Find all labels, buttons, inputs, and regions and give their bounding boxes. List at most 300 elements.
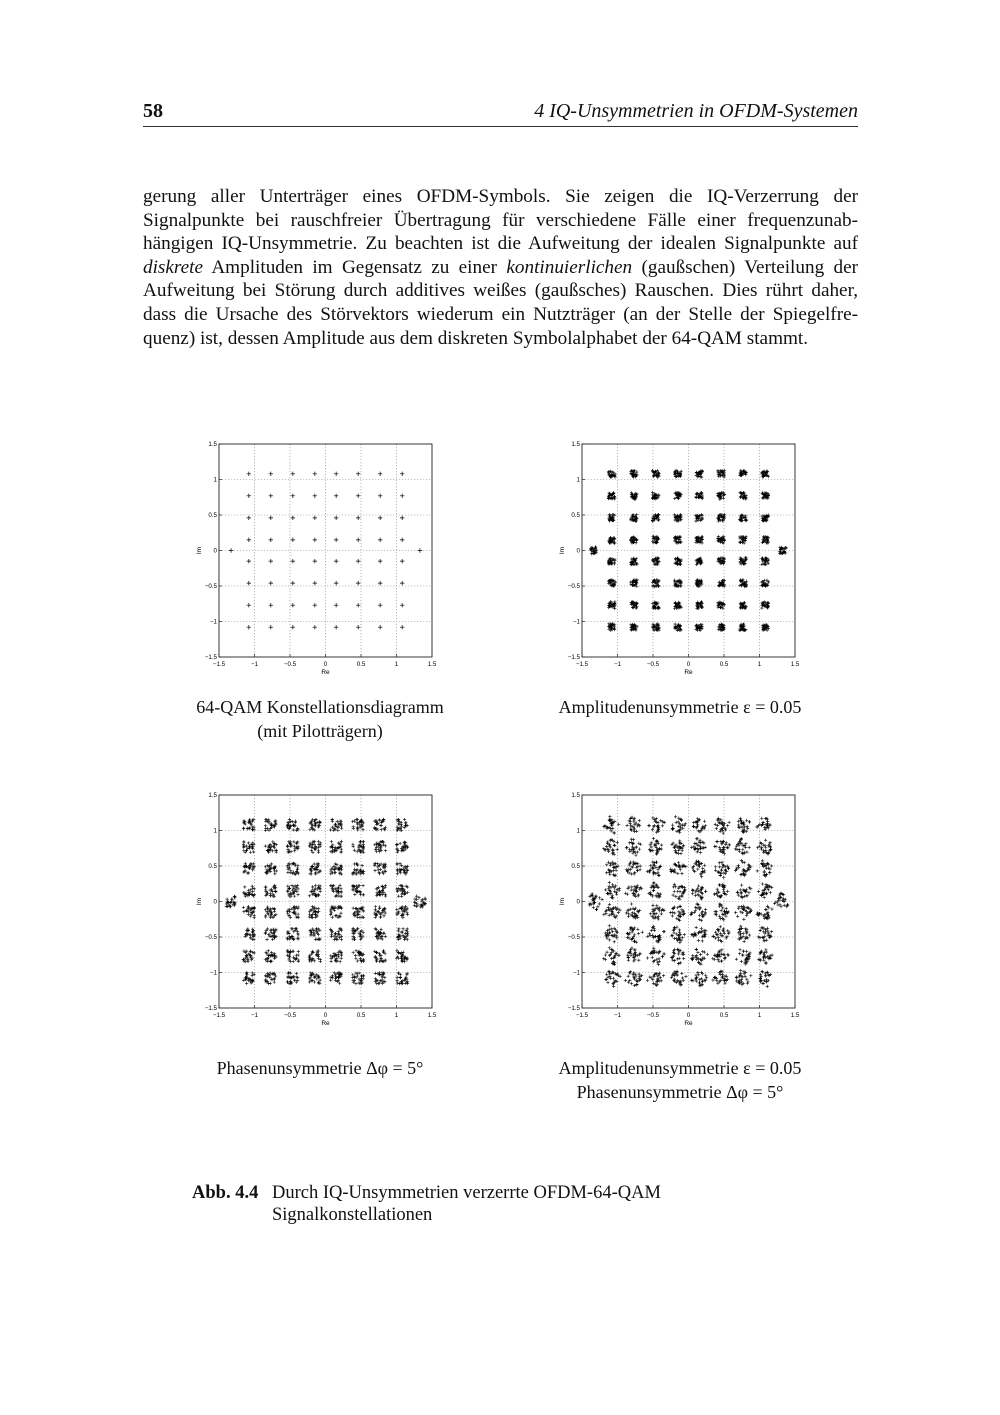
- constellation-point: [678, 831, 681, 834]
- constellation-point: [296, 893, 299, 896]
- constellation-point: [384, 895, 387, 898]
- constellation-point: [695, 863, 698, 866]
- x-tick-label: 0: [686, 1012, 691, 1019]
- constellation-point: [242, 827, 245, 830]
- constellation-point: [719, 917, 722, 920]
- constellation-point: [293, 978, 296, 981]
- constellation-point: [332, 829, 335, 832]
- constellation-point: [723, 910, 726, 913]
- constellation-point: [605, 934, 608, 937]
- constellation-point: [334, 603, 338, 607]
- constellation-point: [249, 914, 252, 917]
- constellation-point: [660, 847, 663, 850]
- constellation-point: [400, 625, 404, 629]
- constellation-point: [351, 843, 354, 846]
- constellation-point: [611, 883, 614, 886]
- constellation-point: [661, 824, 664, 827]
- constellation-point: [604, 958, 607, 961]
- constellation-point: [612, 985, 615, 988]
- constellation-point: [691, 888, 694, 891]
- y-axis-label: Im: [196, 546, 203, 555]
- constellation-point: [242, 906, 245, 909]
- constellation-point: [378, 516, 382, 520]
- constellation-point: [604, 953, 607, 956]
- constellation-point: [651, 956, 654, 959]
- constellation-point: [315, 868, 318, 871]
- constellation-point: [637, 932, 640, 935]
- x-axis-label: Re: [321, 1020, 330, 1027]
- constellation-point: [308, 828, 311, 831]
- constellation-point: [356, 494, 360, 498]
- constellation-point: [313, 625, 317, 629]
- constellation-point: [646, 935, 649, 938]
- page-number: 58: [143, 100, 163, 122]
- constellation-point: [740, 960, 743, 963]
- x-tick-label: −0.5: [646, 661, 660, 668]
- constellation-point: [264, 980, 267, 983]
- constellation-point: [747, 953, 750, 956]
- constellation-point: [697, 939, 700, 942]
- constellation-point: [293, 895, 296, 898]
- constellation-point: [264, 958, 267, 961]
- constellation-point: [286, 871, 289, 874]
- constellation-point: [615, 908, 618, 911]
- constellation-point: [375, 960, 378, 963]
- constellation-point: [760, 606, 763, 609]
- constellation-point: [353, 849, 356, 852]
- constellation-point: [635, 983, 638, 986]
- constellation-point: [384, 935, 387, 938]
- constellation-point: [395, 843, 398, 846]
- constellation-point: [313, 828, 316, 831]
- constellation-point: [700, 862, 703, 865]
- constellation-point: [400, 895, 403, 898]
- constellation-point: [699, 841, 702, 844]
- constellation-point: [638, 848, 641, 851]
- constellation-point: [402, 951, 405, 954]
- constellation-point: [374, 862, 377, 865]
- constellation-point: [695, 926, 698, 929]
- constellation-point: [735, 975, 738, 978]
- constellation-point: [397, 927, 400, 930]
- constellation-point: [670, 934, 673, 937]
- body-line-2: Signalpunkte bei rauschfreier Übertragung für verschiedene Fälle einer frequenzunab-: [143, 209, 858, 231]
- constellation-point: [274, 974, 277, 977]
- constellation-point: [418, 548, 422, 552]
- constellation-point: [635, 830, 638, 833]
- constellation-point: [291, 472, 295, 476]
- constellation-point: [286, 844, 289, 847]
- body-line-6: dass die Ursache des Störvektors wiederum ein Nutzträger (an der Stelle der Spiegelfre-: [143, 303, 858, 325]
- constellation-point: [696, 823, 699, 826]
- constellation-point: [415, 898, 418, 901]
- constellation-point: [245, 971, 248, 974]
- constellation-point: [360, 974, 363, 977]
- constellation-point: [314, 824, 317, 827]
- constellation-point: [680, 972, 683, 975]
- constellation-point: [251, 885, 254, 888]
- y-tick-label: −0.5: [204, 583, 217, 590]
- x-axis-label: Re: [684, 1020, 693, 1027]
- constellation-point: [268, 889, 271, 892]
- x-tick-label: 0.5: [356, 1012, 366, 1019]
- constellation-point: [694, 519, 697, 522]
- constellation-point: [738, 928, 741, 931]
- constellation-point: [613, 625, 616, 628]
- constellation-point: [722, 890, 725, 893]
- constellation-point: [354, 949, 357, 952]
- constellation-point: [673, 959, 676, 962]
- constellation-point: [338, 884, 341, 887]
- constellation-point: [718, 883, 721, 886]
- constellation-point: [744, 927, 747, 930]
- constellation-point: [353, 938, 356, 941]
- constellation-point: [400, 559, 404, 563]
- constellation-point: [700, 875, 703, 878]
- constellation-point: [679, 852, 682, 855]
- y-tick-label: 1.5: [571, 441, 580, 448]
- emphasis-discrete: diskrete: [143, 256, 204, 278]
- constellation-point: [655, 904, 658, 907]
- constellation-point: [651, 866, 654, 869]
- constellation-point: [717, 938, 720, 941]
- constellation-point: [338, 933, 341, 936]
- constellation-point: [330, 960, 333, 963]
- body-line-3: hängigen IQ-Unsymmetrie. Zu beachten ist die Aufweitung der idealen Signalpunkte auf: [143, 233, 858, 255]
- constellation-point: [334, 516, 338, 520]
- constellation-point: [661, 955, 664, 958]
- constellation-point: [604, 978, 607, 981]
- constellation-point: [744, 556, 747, 559]
- constellation-point: [654, 907, 657, 910]
- constellation-point: [291, 625, 295, 629]
- constellation-point: [362, 870, 365, 873]
- constellation-point: [630, 888, 633, 891]
- body-line-5: Aufweitung bei Störung durch additives weißes (gaußsches) Rauschen. Dies rührt daher,: [143, 280, 858, 302]
- constellation-point: [334, 625, 338, 629]
- constellation-point: [649, 864, 652, 867]
- constellation-point: [313, 603, 317, 607]
- constellation-point: [760, 581, 763, 584]
- constellation-point: [605, 951, 608, 954]
- constellation-point: [724, 956, 727, 959]
- constellation-point: [264, 975, 267, 978]
- constellation-point: [626, 936, 629, 939]
- constellation-point: [361, 828, 364, 831]
- constellation-point: [292, 828, 295, 831]
- y-tick-label: 0.5: [208, 512, 217, 519]
- constellation-point: [611, 827, 614, 830]
- constellation-point: [356, 516, 360, 520]
- constellation-point: [637, 959, 640, 962]
- constellation-point: [290, 927, 293, 930]
- constellation-point: [340, 938, 343, 941]
- constellation-point: [231, 898, 234, 901]
- constellation-point: [656, 871, 659, 874]
- constellation-point: [677, 849, 680, 852]
- constellation-point: [319, 841, 322, 844]
- constellation-point: [612, 873, 615, 876]
- constellation-point: [264, 844, 267, 847]
- constellation-point: [696, 837, 699, 840]
- constellation-point: [713, 910, 716, 913]
- constellation-point: [657, 963, 660, 966]
- constellation-point: [339, 912, 342, 915]
- constellation-point: [739, 496, 742, 499]
- constellation-point: [297, 953, 300, 956]
- constellation-point: [313, 516, 317, 520]
- constellation-point: [313, 538, 317, 542]
- body-line-4: [143, 256, 858, 280]
- constellation-point: [678, 890, 681, 893]
- constellation-point: [292, 937, 295, 940]
- constellation-point: [401, 916, 404, 919]
- constellation-point: [671, 934, 674, 937]
- constellation-point: [334, 494, 338, 498]
- constellation-point: [310, 849, 313, 852]
- constellation-point: [634, 854, 637, 857]
- constellation-point: [638, 819, 641, 822]
- constellation-point: [719, 932, 722, 935]
- constellation-point: [233, 895, 236, 898]
- constellation-point: [657, 957, 660, 960]
- x-tick-label: 1: [757, 661, 762, 668]
- y-tick-label: 0: [576, 898, 580, 906]
- constellation-point: [269, 982, 272, 985]
- constellation-point: [695, 958, 698, 961]
- constellation-point: [247, 960, 250, 963]
- constellation-point: [726, 824, 729, 827]
- y-tick-label: −1.5: [204, 654, 217, 661]
- constellation-point: [722, 832, 725, 835]
- constellation-point: [313, 472, 317, 476]
- constellation-point: [356, 927, 359, 930]
- x-tick-label: 1.5: [427, 661, 437, 668]
- y-axis-label: Im: [559, 897, 566, 906]
- constellation-point: [678, 898, 681, 901]
- constellation-point: [696, 951, 699, 954]
- constellation-point: [395, 908, 398, 911]
- constellation-point: [678, 931, 681, 934]
- constellation-point: [381, 978, 384, 981]
- constellation-point: [680, 518, 683, 521]
- constellation-point: [651, 828, 654, 831]
- constellation-point: [663, 930, 666, 933]
- constellation-point: [624, 979, 627, 982]
- constellation-point: [310, 890, 313, 893]
- constellation-point: [719, 606, 722, 609]
- constellation-point: [612, 831, 615, 834]
- constellation-point: [313, 494, 317, 498]
- constellation-point: [308, 910, 311, 913]
- constellation-point: [739, 969, 742, 972]
- constellation-point: [613, 514, 616, 517]
- x-axis-label: Re: [321, 669, 330, 676]
- constellation-point: [291, 581, 295, 585]
- constellation-point: [337, 955, 340, 958]
- constellation-point: [337, 932, 340, 935]
- constellation-point: [652, 825, 655, 828]
- constellation-point: [676, 957, 679, 960]
- constellation-point: [396, 869, 399, 872]
- constellation-point: [657, 874, 660, 877]
- x-axis-label: Re: [684, 669, 693, 676]
- constellation-point: [352, 907, 355, 910]
- constellation-point: [652, 881, 655, 884]
- constellation-point: [331, 916, 334, 919]
- constellation-point: [400, 516, 404, 520]
- constellation-point: [313, 906, 316, 909]
- constellation-point: [719, 848, 722, 851]
- constellation-point: [640, 974, 643, 977]
- constellation-point: [247, 472, 251, 476]
- constellation-point: [627, 956, 630, 959]
- constellation-point: [711, 979, 714, 982]
- constellation-point: [674, 815, 677, 818]
- constellation-point: [735, 958, 738, 961]
- constellation-point: [356, 559, 360, 563]
- constellation-point: [378, 494, 382, 498]
- constellation-point: [691, 889, 694, 892]
- constellation-point: [264, 974, 267, 977]
- constellation-plot-amplitude-phase-svg: [558, 789, 828, 1029]
- constellation-point: [415, 895, 418, 898]
- constellation-point: [725, 907, 728, 910]
- constellation-point: [353, 862, 356, 865]
- y-tick-label: −1: [209, 969, 217, 977]
- constellation-point: [693, 862, 696, 865]
- constellation-point: [613, 874, 616, 877]
- constellation-point: [384, 884, 387, 887]
- constellation-point: [655, 912, 658, 915]
- constellation-point: [273, 981, 276, 984]
- constellation-point: [354, 957, 357, 960]
- x-tick-label: 1: [394, 661, 399, 668]
- constellation-point: [716, 888, 719, 891]
- constellation-point: [374, 905, 377, 908]
- constellation-point: [401, 927, 404, 930]
- constellation-point: [636, 850, 639, 853]
- constellation-point: [329, 979, 332, 982]
- y-tick-label: −0.5: [204, 934, 217, 941]
- constellation-point: [678, 933, 681, 936]
- constellation-point: [608, 924, 611, 927]
- constellation-point: [334, 914, 337, 917]
- constellation-point: [353, 819, 356, 822]
- constellation-point: [269, 935, 272, 938]
- constellation-point: [715, 910, 718, 913]
- y-tick-label: −1.5: [204, 1005, 217, 1012]
- constellation-point: [625, 846, 628, 849]
- constellation-point: [738, 948, 741, 951]
- constellation-point: [404, 821, 407, 824]
- constellation-point: [616, 848, 619, 851]
- constellation-point: [378, 472, 382, 476]
- constellation-point: [660, 843, 663, 846]
- constellation-point: [613, 933, 616, 936]
- x-tick-label: 1: [394, 1012, 399, 1019]
- x-tick-label: 0.5: [356, 661, 366, 668]
- constellation-point: [745, 950, 748, 953]
- x-tick-label: 1.5: [790, 1012, 800, 1019]
- constellation-point: [396, 862, 399, 865]
- constellation-point: [654, 935, 657, 938]
- constellation-point: [658, 874, 661, 877]
- constellation-point: [700, 927, 703, 930]
- constellation-point: [682, 844, 685, 847]
- constellation-point: [273, 872, 276, 875]
- constellation-point: [340, 827, 343, 830]
- constellation-point: [675, 926, 678, 929]
- y-tick-label: −0.5: [567, 583, 580, 590]
- x-tick-label: −0.5: [646, 1012, 660, 1019]
- constellation-point: [329, 913, 332, 916]
- constellation-plot-amplitude: [558, 438, 828, 678]
- constellation-point: [701, 867, 704, 870]
- body-line-7: quenz) ist, dessen Amplitude aus dem diskreten Symbolalphabet der 64-QAM stammt.: [143, 327, 809, 349]
- constellation-point: [722, 888, 725, 891]
- constellation-point: [309, 971, 312, 974]
- constellation-point: [604, 888, 607, 891]
- constellation-point: [704, 846, 707, 849]
- constellation-point: [633, 948, 636, 951]
- constellation-point: [384, 849, 387, 852]
- constellation-point: [690, 846, 693, 849]
- x-tick-label: −0.5: [283, 661, 297, 668]
- x-tick-label: −1: [250, 1012, 259, 1019]
- constellation-point: [250, 958, 253, 961]
- x-tick-label: 0.5: [719, 1012, 729, 1019]
- constellation-point: [249, 933, 252, 936]
- constellation-point: [657, 842, 660, 845]
- y-axis-label: Im: [559, 546, 566, 555]
- constellation-point: [694, 906, 697, 909]
- constellation-point: [683, 933, 686, 936]
- constellation-point: [714, 869, 717, 872]
- constellation-point: [314, 884, 317, 887]
- constellation-point: [691, 979, 694, 982]
- x-tick-label: 1.5: [427, 1012, 437, 1019]
- constellation-point: [375, 982, 378, 985]
- constellation-point: [295, 915, 298, 918]
- constellation-point: [657, 519, 660, 522]
- constellation-point: [313, 840, 316, 843]
- constellation-point: [352, 951, 355, 954]
- constellation-point: [680, 895, 683, 898]
- constellation-point: [340, 848, 343, 851]
- constellation-point: [338, 982, 341, 985]
- constellation-point: [720, 909, 723, 912]
- constellation-point: [339, 960, 342, 963]
- constellation-point: [331, 818, 334, 821]
- constellation-point: [356, 959, 359, 962]
- constellation-point: [678, 957, 681, 960]
- constellation-point: [384, 870, 387, 873]
- y-tick-label: 1: [576, 476, 580, 484]
- constellation-plot-phase: [195, 789, 465, 1029]
- constellation-point: [646, 979, 649, 982]
- constellation-point: [671, 914, 674, 917]
- constellation-point: [690, 979, 693, 982]
- constellation-point: [671, 827, 674, 830]
- constellation-point: [610, 824, 613, 827]
- constellation-point: [271, 938, 274, 941]
- constellation-point: [703, 820, 706, 823]
- constellation-point: [377, 868, 380, 871]
- constellation-point: [356, 538, 360, 542]
- constellation-point: [630, 902, 633, 905]
- constellation-point: [270, 862, 273, 865]
